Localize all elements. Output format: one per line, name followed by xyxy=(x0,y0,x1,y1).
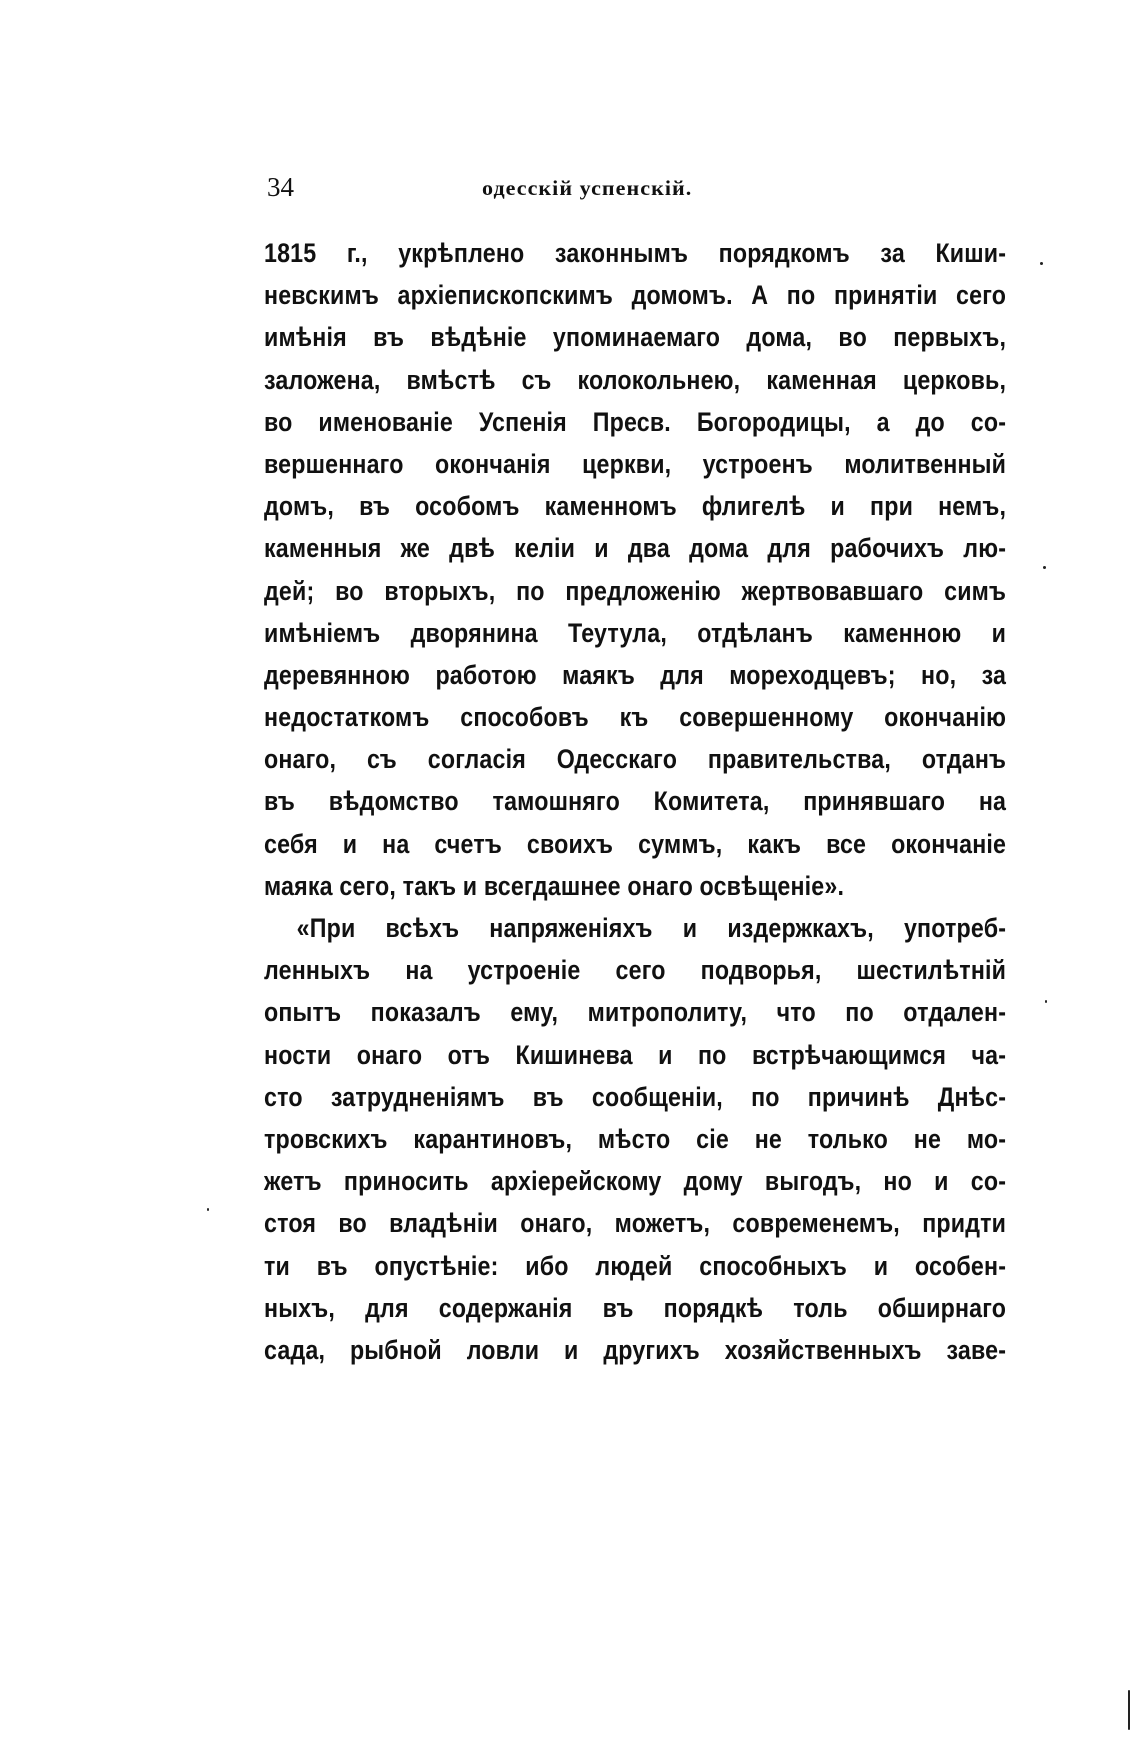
text-line: во именованіе Успенія Пресв. Богородицы, а до со- xyxy=(264,406,1007,437)
running-title: одесскій успенскій. xyxy=(482,176,693,200)
text-line: себя и на счетъ своихъ суммъ, какъ все окончаніе xyxy=(264,828,1007,859)
text-line: вершеннаго окончанія церкви, устроенъ молитвенный xyxy=(264,448,1007,479)
text-line: онаго, съ согласія Одесскаго правительства, отданъ xyxy=(264,744,1007,775)
scan-speck xyxy=(1045,1000,1047,1003)
page-header xyxy=(267,172,1007,212)
text-line: въ вѣдомство тамошняго Комитета, принявшаго на xyxy=(264,786,1007,817)
text-line: дей; во вторыхъ, по предложенію жертвовавшаго симъ xyxy=(264,575,1007,606)
text-line: имѣнія въ вѣдѣніе упоминаемаго дома, во первыхъ, xyxy=(264,322,1007,353)
text-line: каменныя же двѣ келіи и два дома для рабочихъ лю- xyxy=(264,533,1007,564)
text-line: опытъ показалъ ему, митрополиту, что по отдален- xyxy=(264,997,1007,1028)
text-line: маяка сего, такъ и всегдашнее онаго освѣщеніе». xyxy=(264,870,845,901)
scan-speck xyxy=(1040,262,1043,265)
text-line: ленныхъ на устроеніе сего подворья, шестилѣтній xyxy=(264,955,1007,986)
page-number: 34 xyxy=(267,172,294,202)
text-line: имѣніемъ дворянина Теутула, отдѣланъ каменною и xyxy=(264,617,1007,648)
text-line: «При всѣхъ напряженіяхъ и издержкахъ, употреб- xyxy=(296,913,1007,943)
text-line: недостаткомъ способовъ къ совершенному окончанію xyxy=(264,702,1007,733)
scan-speck xyxy=(1128,1690,1130,1730)
text-line: заложена, вмѣстѣ съ колокольнею, каменная церковь, xyxy=(264,364,1007,395)
scan-speck xyxy=(207,1208,209,1211)
body-text xyxy=(264,232,1006,1371)
text-line: домъ, въ особомъ каменномъ флигелѣ и при немъ, xyxy=(264,491,1007,522)
text-line: ти въ опустѣніе: ибо людей способныхъ и особен- xyxy=(264,1250,1007,1281)
text-line: стоя во владѣніи онаго, можетъ, современемъ, придти xyxy=(264,1208,1007,1239)
text-line: сто затрудненіямъ въ сообщеніи, по причинѣ Днѣс- xyxy=(264,1081,1007,1112)
text-line: тровскихъ карантиновъ, мѣсто сіе не только не мо- xyxy=(264,1123,1007,1154)
text-line: деревянною работою маякъ для мореходцевъ; но, за xyxy=(264,659,1007,690)
text-line: 1815 г., укрѣплено законнымъ порядкомъ за Киши- xyxy=(264,238,1007,268)
scan-speck xyxy=(1043,566,1046,569)
text-line: невскимъ архіепископскимъ домомъ. А по принятіи сего xyxy=(264,280,1007,311)
text-line: жетъ приносить архіерейскому дому выгодъ, но и со- xyxy=(264,1166,1007,1197)
text-line: ныхъ, для содержанія въ порядкѣ толь обширнаго xyxy=(264,1292,1007,1323)
text-line: ности онаго отъ Кишинева и по встрѣчающимся ча- xyxy=(264,1039,1007,1070)
text-line: сада, рыбной ловли и другихъ хозяйственныхъ заве- xyxy=(264,1334,1007,1365)
